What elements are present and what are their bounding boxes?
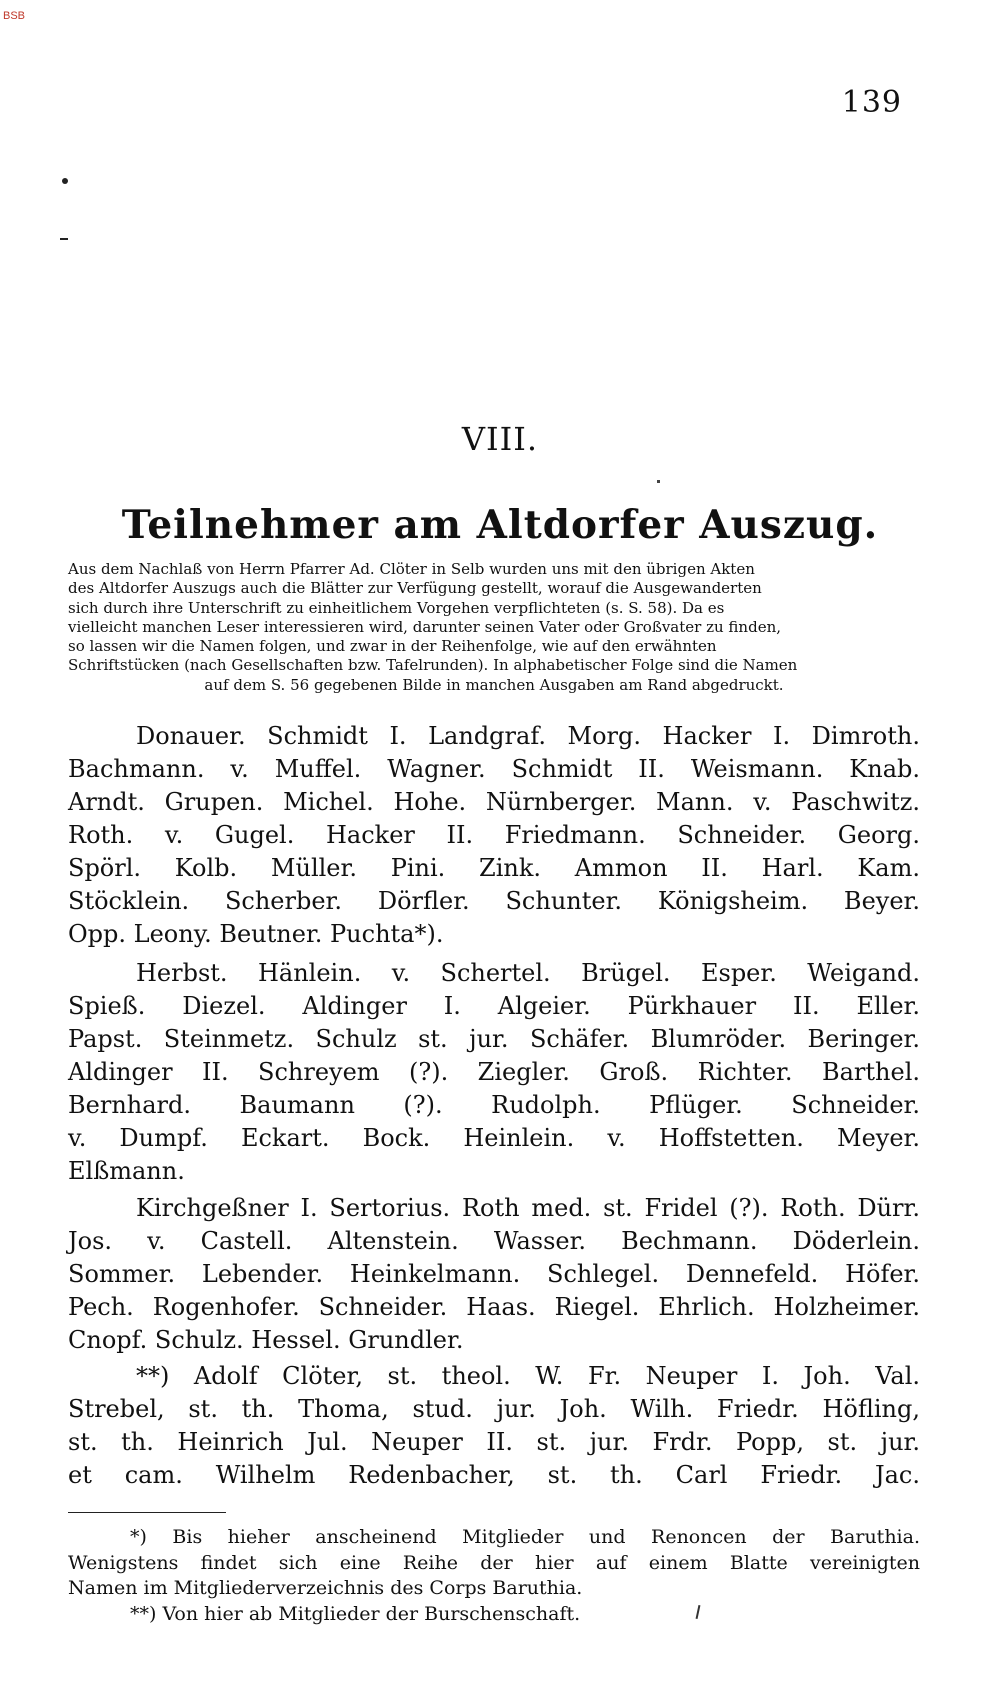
footnote-line: *) Bis hieher anscheinend Mitglieder und Renoncen der Baruthia.	[130, 1526, 920, 1548]
footnote-line: Wenigstens findet sich eine Reihe der hier auf einem Blatte vereinigten	[68, 1551, 920, 1574]
name-group-3	[68, 1192, 920, 1357]
name-line: Pech. Rogenhofer. Schneider. Haas. Riegel. Ehrlich. Holzheimer.	[68, 1293, 920, 1321]
name-group-2	[68, 957, 920, 1188]
intro-line: auf dem S. 56 gegebenen Bilde in manchen Ausgaben am Rand abgedruckt.	[204, 675, 784, 694]
name-group-1	[68, 720, 920, 951]
page-number: 139	[841, 85, 902, 120]
name-line: Arndt. Grupen. Michel. Hohe. Nürnberger. Mann. v. Paschwitz.	[68, 788, 920, 816]
name-line: Spörl. Kolb. Müller. Pini. Zink. Ammon II. Harl. Kam.	[68, 854, 920, 882]
name-line: Bernhard. Baumann (?). Rudolph. Pflüger. Schneider.	[68, 1091, 920, 1119]
name-line: Elßmann.	[68, 1157, 185, 1185]
name-line: Jos. v. Castell. Altenstein. Wasser. Bechmann. Döderlein.	[68, 1227, 920, 1255]
name-line: Stöcklein. Scherber. Dörfler. Schunter. Königsheim. Beyer.	[68, 887, 920, 915]
name-line: Sommer. Lebender. Heinkelmann. Schlegel. Dennefeld. Höfer.	[68, 1260, 920, 1288]
intro-line: so lassen wir die Namen folgen, und zwar in der Reihenfolge, wie auf den erwähnten	[68, 637, 717, 656]
scan-speck	[60, 238, 68, 240]
chapter-number: VIII.	[461, 420, 539, 458]
name-line: Roth. v. Gugel. Hacker II. Friedmann. Schneider. Georg.	[68, 821, 920, 849]
name-line: Cnopf. Schulz. Hessel. Grundler.	[68, 1326, 464, 1354]
scan-speck	[657, 480, 660, 483]
footnote-line: Namen im Mitgliederverzeichnis des Corps Baruthia.	[68, 1577, 583, 1599]
intro-line: des Altdorfer Auszugs auch die Blätter zur Verfügung gestellt, worauf die Ausgewanderten	[68, 579, 762, 598]
scan-speck	[62, 178, 68, 184]
chapter-title: Teilnehmer am Altdorfer Auszug.	[121, 502, 879, 548]
intro-line: sich durch ihre Unterschrift zu einheitlichem Vorgehen verpflichteten (s. S. 58). Da es	[68, 598, 725, 617]
intro-paragraph	[68, 560, 920, 695]
name-line: v. Dumpf. Eckart. Bock. Heinlein. v. Hoffstetten. Meyer.	[68, 1124, 920, 1152]
name-line: Aldinger II. Schreyem (?). Ziegler. Groß. Richter. Barthel.	[68, 1058, 920, 1086]
intro-line: Aus dem Nachlaß von Herrn Pfarrer Ad. Clöter in Selb wurden uns mit den übrigen Akten	[68, 560, 755, 578]
name-line: Spieß. Diezel. Aldinger I. Algeier. Pürkhauer II. Eller.	[68, 992, 920, 1020]
name-line: Strebel, st. th. Thoma, stud. jur. Joh. Wilh. Friedr. Höfling,	[68, 1395, 920, 1423]
name-line: Bachmann. v. Muffel. Wagner. Schmidt II. Weismann. Knab.	[68, 755, 920, 783]
name-line: et cam. Wilhelm Redenbacher, st. th. Carl Friedr. Jac.	[68, 1461, 920, 1489]
name-line: Donauer. Schmidt I. Landgraf. Morg. Hacker I. Dimroth.	[136, 722, 920, 750]
footnote-rule	[68, 1512, 226, 1513]
library-stamp: BSB	[3, 10, 26, 22]
name-line: st. th. Heinrich Jul. Neuper II. st. jur. Frdr. Popp, st. jur.	[68, 1428, 920, 1456]
footnotes	[68, 1525, 920, 1627]
name-line: Opp. Leony. Beutner. Puchta*).	[68, 920, 444, 948]
name-line: Kirchgeßner I. Sertorius. Roth med. st. Fridel (?). Roth. Dürr.	[136, 1194, 920, 1222]
intro-line: vielleicht manchen Leser interessieren wird, darunter seinen Vater oder Großvater zu finden,	[68, 617, 781, 636]
name-line: Papst. Steinmetz. Schulz st. jur. Schäfer. Blumröder. Beringer.	[68, 1025, 920, 1053]
name-group-4	[68, 1360, 920, 1492]
name-line: **) Adolf Clöter, st. theol. W. Fr. Neuper I. Joh. Val.	[136, 1362, 920, 1390]
intro-line: Schriftstücken (nach Gesellschaften bzw. Tafelrunden). In alphabetischer Folge sind die Namen	[68, 656, 798, 675]
footnote-line: **) Von hier ab Mitglieder der Burschenschaft.	[130, 1602, 581, 1625]
name-line: Herbst. Hänlein. v. Schertel. Brügel. Esper. Weigand.	[136, 959, 920, 987]
